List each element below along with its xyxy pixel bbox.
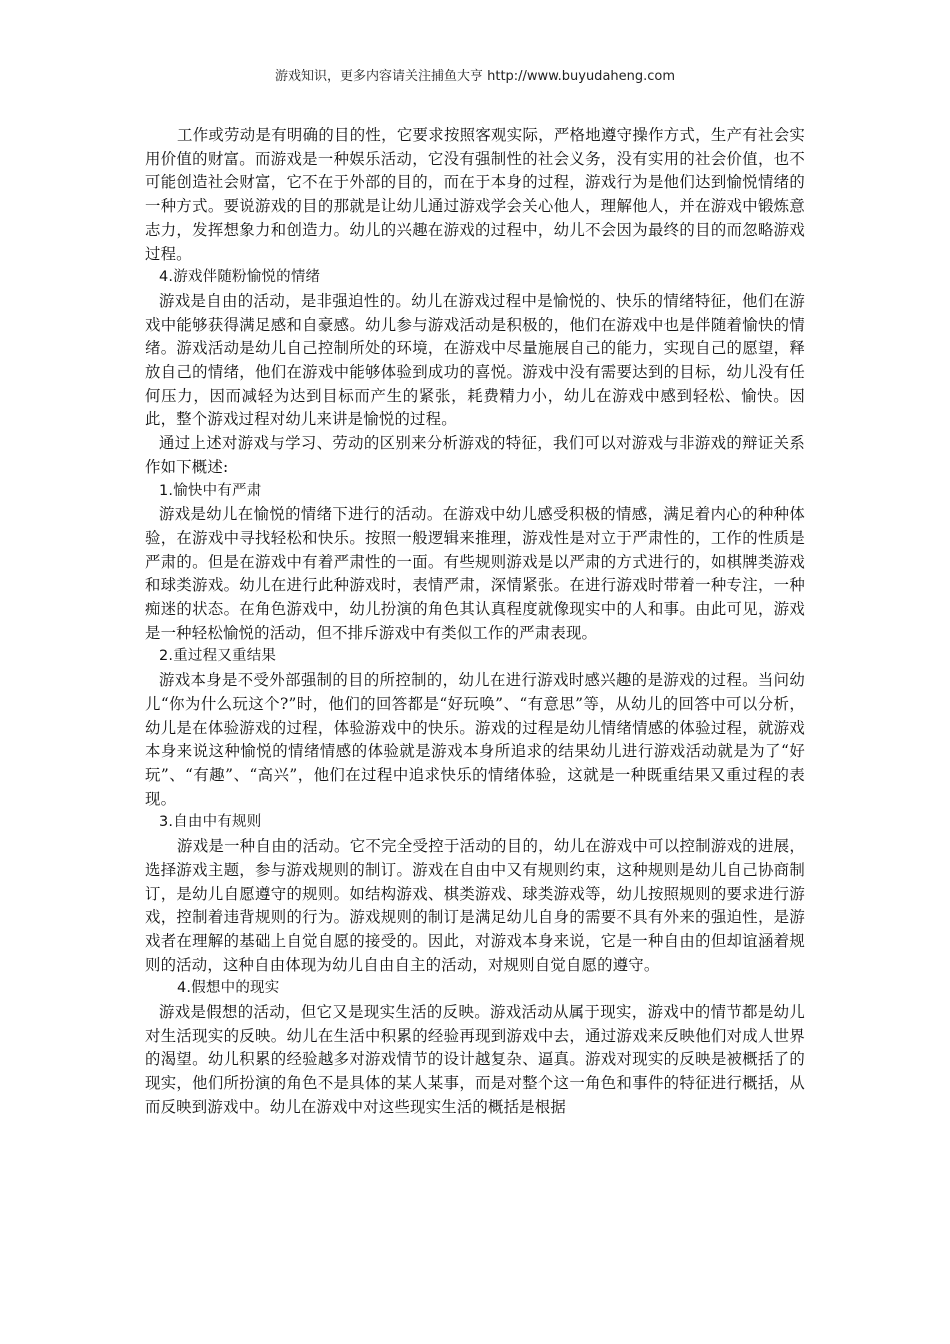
paragraph-joyful-emotion: 游戏是自由的活动，是非强迫性的。幼儿在游戏过程中是愉悦的、快乐的情绪特征，他们在游戏中能够获得满足感和自豪感。幼儿参与游戏活动是积极的，他们在游戏中也是伴随着愉快的情绪。游戏活动是幼儿自己控制所处的环境，在游戏中尽量施展自己的能力，实现自己的愿望，释放自己的情绪，他们在游戏中能够体验到成功的喜悦。游戏中没有需要达到的目标，幼儿没有任何压力，因而减轻为达到目标而产生的紧张，耗费精力小，幼儿在游戏中感到轻松、愉快。因此，整个游戏过程对幼儿来讲是愉悦的过程。 (145, 291, 805, 429)
paragraph-rules-in-freedom: 游戏是一种自由的活动。它不完全受控于活动的目的，幼儿在游戏中可以控制游戏的进展，选择游戏主题，参与游戏规则的制订。游戏在自由中又有规则约束，这种规则是幼儿自己协商制订，是幼儿自愿遵守的规则。如结构游戏、棋类游戏、球类游戏等，幼儿按照规则的要求进行游戏，控制着违背规则的行为。游戏规则的制订是满足幼儿自身的需要不具有外来的强迫性，是游戏者在理解的基础上自觉自愿的接受的。因此，对游戏本身来说，它是一种自由的但却谊涵着规则的活动，这种自由体现为幼儿自由自主的活动，对规则自觉自愿的遵守。 (145, 837, 805, 974)
paragraph-serious-in-joy: 游戏是幼儿在愉悦的情绪下进行的活动。在游戏中幼儿感受积极的情感，满足着内心的种种体验，在游戏中寻找轻松和快乐。按照一般逻辑来推理，游戏性是对立于严肃性的，工作的性质是严肃的。但是在游戏中有着严肃性的一面。有些规则游戏是以严肃的方式进行的，如棋牌类游戏和球类游戏。幼儿在进行此种游戏时，表情严肃，深情紧张。在进行游戏时带着一种专注，一种痴迷的状态。在角色游戏中，幼儿扮演的角色其认真程度就像现实中的人和事。由此可见，游戏是一种轻松愉悦的活动，但不排斥游戏中有类似工作的严肃表现。 (145, 505, 805, 642)
section-heading-rules-in-freedom: 3.自由中有规则 (159, 814, 262, 831)
document-body (145, 124, 805, 1120)
paragraph-reality-in-pretend: 游戏是假想的活动，但它又是现实生活的反映。游戏活动从属于现实，游戏中的情节都是幼儿对生活现实的反映。幼儿在生活中积累的经验再现到游戏中去，通过游戏来反映他们对成人世界的渴望。幼儿积累的经验越多对游戏情节的设计越复杂、逼真。游戏对现实的反映是被概括了的现实，他们所扮演的角色不是具体的某人某事，而是对整个这一角色和事件的特征进行概括，从而反映到游戏中。幼儿在游戏中对这些现实生活的概括是根据 (145, 1003, 805, 1116)
section-heading-reality-in-pretend: 4.假想中的现实 (177, 980, 280, 997)
section-heading-serious-in-joy: 1.愉快中有严肃 (159, 482, 262, 499)
section-heading-joyful-emotion: 4.游戏伴随粉愉悦的情绪 (159, 269, 321, 286)
paragraph-work-vs-play: 工作或劳动是有明确的目的性，它要求按照客观实际，严格地遵守操作方式，生产有社会实用价值的财富。而游戏是一种娱乐活动，它没有强制性的社会义务，没有实用的社会价值，也不可能创造社会财富，它不在于外部的目的，而在于本身的过程，游戏行为是他们达到愉悦情绪的一种方式。要说游戏的目的那就是让幼儿通过游戏学会关心他人，理解他人，并在游戏中锻炼意志力，发挥想象力和创造力。幼儿的兴趣在游戏的过程中，幼儿不会因为最终的目的而忽略游戏过程。 (145, 126, 805, 263)
page-header: 游戏知识，更多内容请关注捕鱼大亨 http://www.buyudaheng.com (274, 69, 676, 84)
section-heading-process-and-result: 2.重过程又重结果 (159, 648, 277, 665)
paragraph-process-and-result: 游戏本身是不受外部强制的目的所控制的，幼儿在进行游戏时感兴趣的是游戏的过程。当问幼儿“你为什么玩这个?”时，他们的回答都是“好玩唤”、“有意思”等，从幼儿的回答中可以分析，幼儿是在体验游戏的过程，体验游戏中的快乐。游戏的过程是幼儿情绪情感的体验过程，就游戏本身来说这种愉悦的情绪情感的体验就是游戏本身所追求的结果幼儿进行游戏活动就是为了“好玩”、“有趣”、“高兴”，他们在过程中追求快乐的情绪体验，这就是一种既重结果又重过程的表现。 (145, 671, 805, 808)
paragraph-summary-intro: 通过上述对游戏与学习、劳动的区别来分析游戏的特征，我们可以对游戏与非游戏的辩证关系作如下概述: (145, 434, 805, 476)
